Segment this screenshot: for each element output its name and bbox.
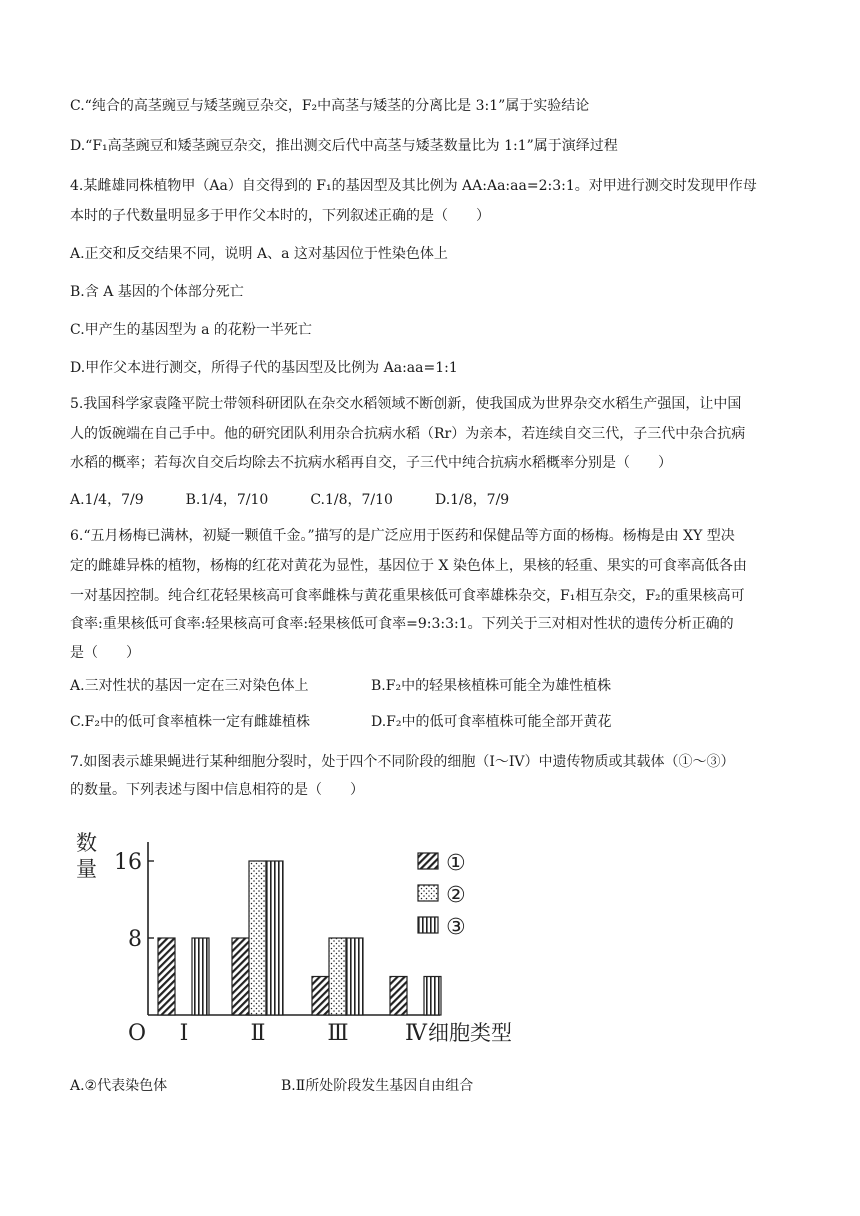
bar-3-series-3	[346, 938, 363, 1015]
question-7-line-2: 的数量。下列表述与图中信息相符的是（ ）	[70, 782, 364, 798]
legend-label-1: ①	[446, 851, 466, 876]
legend-swatch-1	[418, 853, 438, 869]
question-5-line-1: 5.我国科学家袁隆平院士带领科研团队在杂交水稻领域不断创新，使我国成为世界杂交水稻生产强国，让中国	[70, 396, 742, 412]
bar-2-series-3	[266, 861, 283, 1015]
bar-2-series-1	[232, 938, 249, 1015]
option-7a: A.②代表染色体	[70, 1078, 168, 1094]
question-6-line-1: 6.“五月杨梅已满林，初疑一颗值千金。”描写的是广泛应用于医药和保健品等方面的杨梅。杨梅是由 XY 型决	[70, 528, 735, 544]
bar-3-series-2	[329, 938, 346, 1015]
category-label: Ⅲ	[327, 1021, 349, 1046]
y-tick-label: 16	[114, 850, 142, 875]
category-label: Ⅱ	[250, 1021, 266, 1046]
bar-1-series-1	[158, 938, 175, 1015]
option-6b: B.F₂中的轻果核植株可能全为雄性植株	[371, 678, 612, 694]
cell-division-bar-chart	[70, 822, 570, 1052]
question-6-line-4: 食率:重果核低可食率:轻果核高可食率:轻果核低可食率=9:3:3:1。下列关于三对相对性状的遗传分析正确的	[70, 616, 734, 632]
bar-1-series-3	[192, 938, 209, 1015]
question-5-line-3: 水稻的概率；若每次自交后均除去不抗病水稻再自交，子三代中纯合抗病水稻概率分别是（ ）	[70, 455, 672, 471]
question-7-line-1: 7.如图表示雄果蝇进行某种细胞分裂时，处于四个不同阶段的细胞（I～IV）中遗传物质或其载体（①～③）	[70, 754, 735, 770]
option-4a: A.正交和反交结果不同，说明 A、a 这对基因位于性染色体上	[70, 246, 448, 262]
question-4-line-2: 本时的子代数量明显多于甲作父本时的，下列叙述正确的是（ ）	[70, 208, 490, 224]
legend-swatch-2	[418, 885, 438, 901]
option-3d: D.“F₁高茎豌豆和矮茎豌豆杂交，推出测交后代中高茎与矮茎数量比为 1:1”属于演绎过程	[70, 138, 618, 154]
category-label: Ⅰ	[179, 1021, 189, 1046]
bar-2-series-2	[249, 861, 266, 1015]
question-6-line-2: 定的雌雄异株的植物，杨梅的红花对黄花为显性，基因位于 X 染色体上，果核的轻重、果实的可食率高低各由	[70, 558, 747, 574]
question-4-line-1: 4.某雌雄同株植物甲（Aa）自交得到的 F₁的基因型及其比例为 AA:Aa:aa=2:3:1。对甲进行测交时发现甲作母	[70, 178, 757, 194]
legend-label-3: ③	[446, 915, 466, 940]
option-6d: D.F₂中的低可食率植株可能全部开黄花	[371, 714, 612, 730]
question-5-options: A.1/4，7/9 B.1/4，7/10 C.1/8，7/10 D.1/8，7/9	[70, 492, 510, 508]
origin-label: O	[128, 1021, 147, 1046]
option-4c: C.甲产生的基因型为 a 的花粉一半死亡	[70, 322, 312, 338]
bar-4-series-1	[390, 977, 407, 1016]
legend-swatch-3	[418, 917, 438, 933]
question-6-line-5: 是（ ）	[70, 645, 140, 661]
y-tick-label: 8	[128, 927, 142, 952]
option-6a: A.三对性状的基因一定在三对染色体上	[70, 678, 309, 694]
category-label: Ⅳ	[405, 1021, 427, 1046]
x-axis-label: 细胞类型	[428, 1021, 512, 1045]
option-4d: D.甲作父本进行测交，所得子代的基因型及比例为 Aa:aa=1:1	[70, 360, 458, 376]
question-5-line-2: 人的饭碗端在自己手中。他的研究团队利用杂合抗病水稻（Rr）为亲本，若连续自交三代，子三代中杂合抗病	[70, 426, 746, 442]
option-4b: B.含 A 基因的个体部分死亡	[70, 284, 244, 300]
bar-3-series-1	[312, 977, 329, 1016]
legend-label-2: ②	[446, 883, 466, 908]
question-6-line-3: 一对基因控制。纯合红花轻果核高可食率雌株与黄花重果核低可食率雄株杂交，F₁相互杂交，F₂的重果核高可	[70, 588, 745, 604]
option-3c: C.“纯合的高茎豌豆与矮茎豌豆杂交，F₂中高茎与矮茎的分离比是 3:1”属于实验结论	[70, 98, 590, 114]
y-axis-label: 数量	[76, 831, 97, 881]
bar-4-series-3	[424, 977, 441, 1016]
option-7b: B.Ⅱ所处阶段发生基因自由组合	[281, 1078, 474, 1094]
option-6c: C.F₂中的低可食率植株一定有雌雄植株	[70, 714, 310, 730]
